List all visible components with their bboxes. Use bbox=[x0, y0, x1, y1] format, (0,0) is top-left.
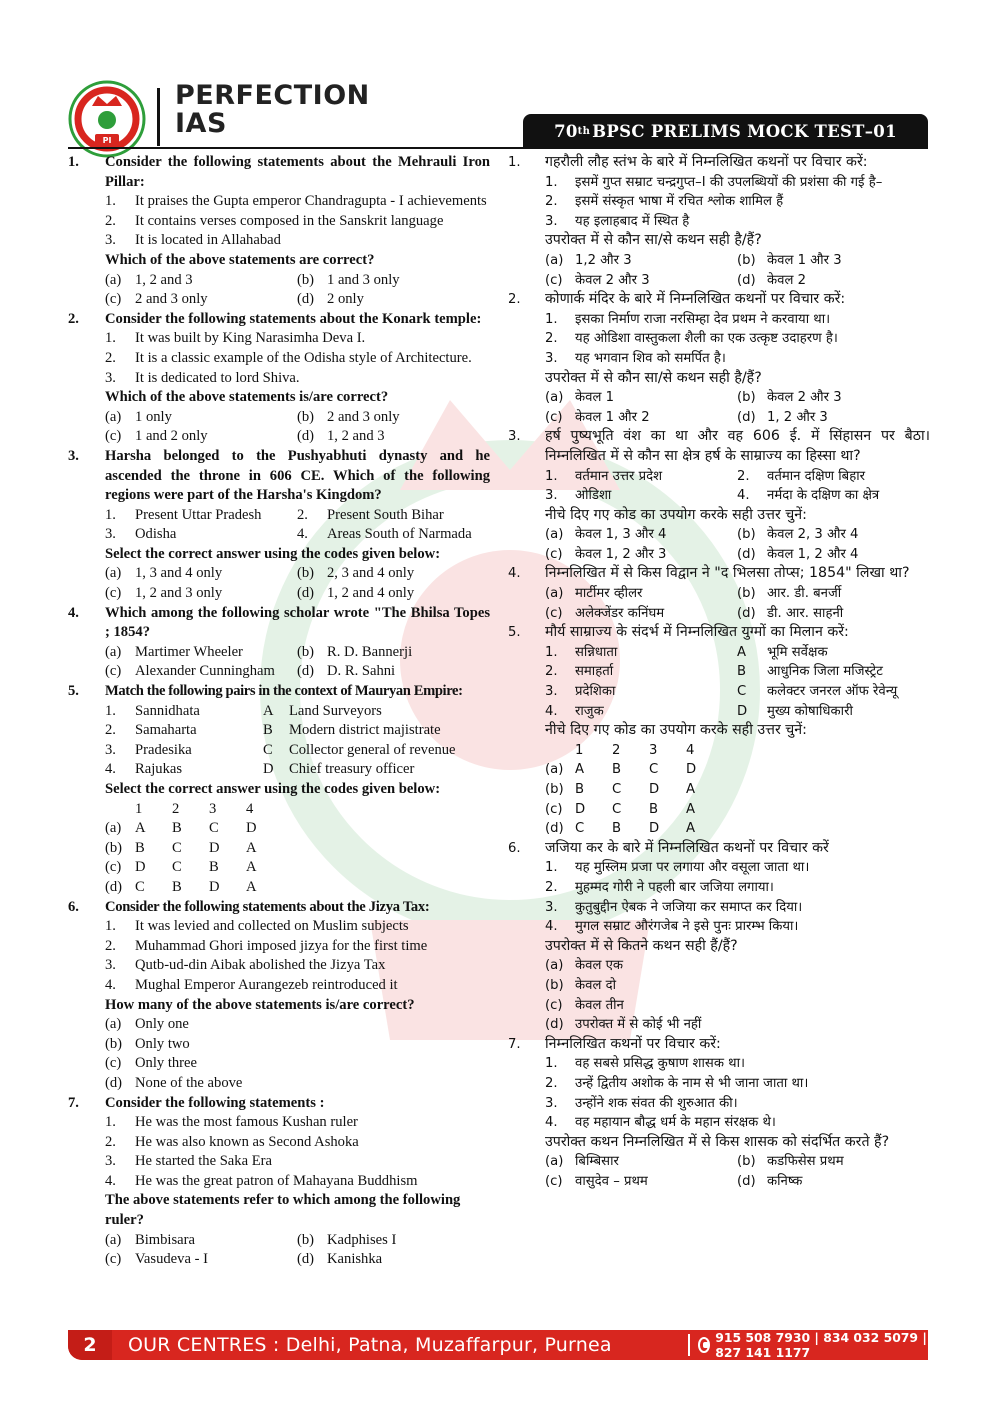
answer-codes: (a) A B C D (b) B C D A (c) D C B A (d) C B D A bbox=[545, 762, 697, 837]
contact-phones bbox=[698, 1330, 928, 1360]
question-3-hindi bbox=[508, 427, 930, 564]
region-items: 1. वर्तमान उत्तर प्रदेश 2. वर्तमान दक्षिण बिहार 3. ओडिशा 4. नर्मदा के दक्षिण का क्षेत्र bbox=[545, 468, 880, 504]
hindi-column bbox=[508, 153, 930, 1191]
question-text: निम्नलिखित में से किस विद्वान ने "द भिलसा तोप्स; 1854" लिखा था? bbox=[545, 565, 910, 582]
options bbox=[545, 251, 930, 290]
question-text: जजिया कर के बारे में निम्नलिखित कथनों पर विचार करें bbox=[545, 839, 829, 856]
options bbox=[545, 584, 930, 623]
option: (a) केवल 1, 3 और 4 bbox=[545, 527, 667, 543]
question-number: 7. bbox=[68, 1094, 79, 1111]
statement: 2. He was also known as Second Ashoka bbox=[105, 1133, 359, 1150]
option: (d) केवल 2 bbox=[737, 272, 806, 288]
question-text: Harsha belonged to the Pushyabhuti dynasty and he ascended the throne in 606 CE. Which of the following regions were part of the Harsha's Kingdom? bbox=[105, 447, 490, 504]
question-6-hindi bbox=[508, 839, 930, 1035]
statement: 1. He was the most famous Kushan ruler bbox=[105, 1114, 358, 1131]
question-7 bbox=[68, 1094, 490, 1270]
question-text: Match the following pairs in the context of Mauryan Empire: bbox=[105, 683, 463, 700]
question-prompt: The above statements refer to which among the following ruler? bbox=[105, 1192, 461, 1229]
statement: 3. कुतुबुद्दीन ऐबक ने जजिया कर समाप्त कर दिया। bbox=[545, 899, 803, 915]
brand-name: PERFECTION IAS bbox=[175, 80, 370, 139]
question-text: Which among the following scholar wrote "The Bhilsa Topes ; 1854? bbox=[105, 604, 490, 641]
question-text: निम्नलिखित कथनों पर विचार करें: bbox=[545, 1035, 721, 1052]
statement: 3. It is located in Allahabad bbox=[105, 232, 281, 249]
option: (c) 1 and 2 only bbox=[105, 428, 208, 445]
question-prompt: नीचे दिए गए कोड का उपयोग करके सही उत्तर चुनें: bbox=[545, 722, 807, 739]
statement: 3. He started the Saka Era bbox=[105, 1153, 272, 1170]
option: (c) केवल 2 और 3 bbox=[545, 272, 650, 288]
option: (d) Kanishka bbox=[297, 1251, 383, 1268]
option: (b) Kadphises I bbox=[297, 1231, 397, 1248]
statement: 3. यह इलाहबाद में स्थित है bbox=[545, 213, 690, 229]
phone-icon bbox=[698, 1337, 710, 1353]
option: (c) Only three bbox=[105, 1055, 198, 1072]
statement: 3. उन्होंने शक संवत की शुरुआत की। bbox=[545, 1095, 738, 1111]
statement: 1. वह सबसे प्रसिद्ध कुषाण शासक था। bbox=[545, 1056, 745, 1072]
statement: 3. Qutb-ud-din Aibak abolished the Jizya Tax bbox=[105, 957, 386, 974]
question-prompt: उपरोक्त में से कौन सा/से कथन सही है/हैं? bbox=[545, 232, 762, 249]
statement: 1. इसमें गुप्त सम्राट चन्द्रगुप्त–I की उपलब्धियों की प्रशंसा की गई है– bbox=[545, 174, 883, 190]
options bbox=[545, 525, 930, 564]
logo-initials: PI bbox=[102, 136, 112, 145]
question-prompt: उपरोक्त में से कौन सा/से कथन सही है/हैं? bbox=[545, 369, 762, 386]
statement: 2. It is a classic example of the Odisha style of Architecture. bbox=[105, 349, 472, 366]
option: (c) वासुदेव – प्रथम bbox=[545, 1173, 648, 1189]
option: (a) 1,2 और 3 bbox=[545, 252, 632, 268]
match-pairs: 1. सन्निधाता A भूमि सर्वेक्षक 2. समाहर्ता B आधुनिक जिला मजिस्ट्रेट 3. प्रदेशिका C कलेक्टर जनरल ऑफ रेवेन्यू 4. राजुक D मुख्य कोषाधिकारी bbox=[545, 644, 898, 719]
centres-text: OUR CENTRES : Delhi, Patna, Muzaffarpur, Purnea bbox=[128, 1334, 612, 1356]
question-prompt: नीचे दिए गए कोड का उपयोग करके सही उत्तर चुनें: bbox=[545, 506, 807, 523]
statement: 4. वह महायान बौद्ध धर्म के महान संरक्षक थे। bbox=[545, 1115, 776, 1131]
question-2-hindi bbox=[508, 290, 930, 427]
options bbox=[105, 408, 490, 447]
question-prompt: उपरोक्त कथन निम्नलिखित में से किस शासक को संदर्भित करते हैं? bbox=[545, 1133, 890, 1150]
options bbox=[105, 1015, 490, 1093]
options bbox=[545, 956, 930, 1034]
option: (b) 2 and 3 only bbox=[297, 408, 400, 425]
brand-divider bbox=[157, 88, 160, 146]
option: (b) केवल 1 और 3 bbox=[737, 252, 842, 268]
option: (a) 1, 3 and 4 only bbox=[105, 565, 223, 582]
option: (a) 1, 2 and 3 bbox=[105, 271, 193, 288]
answer-codes: (a) A B C D (b) B C D A (c) D C B A (d) C B D A bbox=[105, 820, 257, 895]
footer-divider bbox=[688, 1334, 690, 1356]
question-prompt: Which of the above statements is/are correct? bbox=[105, 389, 389, 406]
option: (c) Vasudeva - I bbox=[105, 1251, 208, 1268]
question-number: 3. bbox=[68, 447, 79, 464]
question-prompt: Which of the above statements are correct? bbox=[105, 251, 375, 268]
option: (b) कडफिसेस प्रथम bbox=[737, 1154, 844, 1170]
statement: 3. It is dedicated to lord Shiva. bbox=[105, 369, 300, 386]
header-rule bbox=[68, 147, 928, 149]
option: (b) केवल दो bbox=[545, 977, 617, 993]
option: (d) 1, 2 और 3 bbox=[737, 409, 828, 425]
question-text: गहरौली लौह स्तंभ के बारे में निम्नलिखित कथनों पर विचार करें: bbox=[545, 154, 868, 170]
option: (d) डी. आर. साहनी bbox=[737, 605, 844, 621]
option: (b) केवल 2 और 3 bbox=[737, 390, 842, 406]
question-number: 1. bbox=[68, 154, 79, 170]
option: (b) 1 and 3 only bbox=[297, 271, 400, 288]
region-items: 1. Present Uttar Pradesh 2. Present South Bihar 3. Odisha 4. Areas South of Narmada bbox=[105, 506, 472, 543]
option: (d) D. R. Sahni bbox=[297, 663, 396, 680]
question-text: मौर्य साम्राज्य के संदर्भ में निम्नलिखित युग्मों का मिलान करें: bbox=[545, 624, 849, 641]
question-2 bbox=[68, 310, 490, 447]
option: (a) Martimer Wheeler bbox=[105, 643, 243, 660]
question-number: 4. bbox=[68, 604, 79, 621]
question-prompt: उपरोक्त में से कितने कथन सही हैं/हैं? bbox=[545, 937, 738, 954]
option: (a) बिम्बिसार bbox=[545, 1154, 619, 1170]
option: (a) मार्टीमर व्हीलर bbox=[545, 586, 643, 602]
options bbox=[545, 388, 930, 427]
statement: 4. He was the great patron of Mahayana Buddhism bbox=[105, 1172, 418, 1189]
statement: 2. उन्हें द्वितीय अशोक के नाम से भी जाना जाता था। bbox=[545, 1075, 809, 1091]
option: (d) 1, 2 and 3 bbox=[297, 428, 385, 445]
option: (b) R. D. Bannerji bbox=[297, 643, 413, 660]
option: (a) केवल एक bbox=[545, 958, 624, 974]
question-prompt: Select the correct answer using the codes given below: bbox=[105, 545, 441, 562]
option: (c) Alexander Cunningham bbox=[105, 663, 275, 680]
question-text: कोणार्क मंदिर के बारे में निम्नलिखित कथनों पर विचार करें: bbox=[545, 291, 846, 308]
statement: 1. It praises the Gupta emperor Chandragupta - I achievements bbox=[105, 193, 487, 210]
statement: 1. It was levied and collected on Muslim subjects bbox=[105, 918, 409, 935]
option: (c) 1, 2 and 3 only bbox=[105, 585, 223, 602]
question-number: 2. bbox=[508, 292, 521, 308]
option: (d) केवल 1, 2 और 4 bbox=[737, 546, 859, 562]
option: (a) केवल 1 bbox=[545, 390, 614, 406]
question-number: 6. bbox=[68, 898, 79, 915]
option: (d) 2 only bbox=[297, 291, 364, 308]
option: (a) Only one bbox=[105, 1016, 189, 1033]
option: (b) केवल 2, 3 और 4 bbox=[737, 527, 859, 543]
question-number: 2. bbox=[68, 310, 79, 327]
question-number: 3. bbox=[508, 429, 521, 445]
option: (b) Only two bbox=[105, 1035, 190, 1052]
option: (d) कनिष्क bbox=[737, 1173, 803, 1189]
statement: 1. It was built by King Narasimha Deva I. bbox=[105, 330, 366, 347]
question-prompt: Select the correct answer using the codes given below: bbox=[105, 781, 441, 797]
statement: 2. It contains verses composed in the Sanskrit language bbox=[105, 212, 444, 229]
question-text: Consider the following statements : bbox=[105, 1094, 325, 1111]
question-number: 5. bbox=[68, 683, 79, 700]
english-column bbox=[68, 153, 490, 1270]
statement: 2. मुहम्मद गोरी ने पहली बार जजिया लगाया। bbox=[545, 879, 774, 895]
question-1 bbox=[68, 153, 490, 310]
statement: 1. यह मुस्लिम प्रजा पर लगाया और वसूला जाता था। bbox=[545, 860, 810, 876]
question-4 bbox=[68, 604, 490, 682]
question-text: Consider the following statements about the Jizya Tax: bbox=[105, 898, 430, 915]
statement: 2. इसमें संस्कृत भाषा में रचित श्लोक शामिल हैं bbox=[545, 194, 784, 210]
question-number: 1. bbox=[508, 155, 521, 170]
options bbox=[105, 564, 490, 603]
question-6 bbox=[68, 898, 490, 1094]
option: (c) केवल तीन bbox=[545, 997, 624, 1013]
option: (d) 1, 2 and 4 only bbox=[297, 585, 415, 602]
option: (d) None of the above bbox=[105, 1074, 243, 1091]
codes-header: 1 2 3 4 bbox=[135, 800, 254, 817]
question-7-hindi bbox=[508, 1035, 930, 1192]
question-text: Consider the following statements about the Mehrauli Iron Pillar: bbox=[105, 154, 490, 190]
phone-numbers: 915 508 7930 | 834 032 5079 | 827 141 1177 bbox=[715, 1330, 927, 1360]
statement: 3. यह भगवान शिव को समर्पित है। bbox=[545, 350, 726, 366]
codes-header: 1 2 3 4 bbox=[575, 742, 695, 758]
statement: 1. इसका निर्माण राजा नरसिम्हा देव प्रथम ने करवाया था। bbox=[545, 311, 831, 327]
statement: 2. Muhammad Ghori imposed jizya for the first time bbox=[105, 937, 428, 954]
option: (c) केवल 1, 2 और 3 bbox=[545, 546, 667, 562]
question-5-hindi bbox=[508, 623, 930, 839]
option: (b) आर. डी. बनर्जी bbox=[737, 586, 842, 602]
option: (c) अलेक्जेंडर कनिंघम bbox=[545, 605, 665, 621]
options bbox=[545, 1152, 930, 1191]
option: (c) केवल 1 और 2 bbox=[545, 409, 650, 425]
options bbox=[105, 271, 490, 310]
question-3 bbox=[68, 447, 490, 604]
options bbox=[105, 643, 490, 682]
match-pairs: 1. Sannidhata A Land Surveyors 2. Samaharta B Modern district majistrate 3. Pradesika C Collector general of revenue 4. Rajukas D Chief treasury officer bbox=[105, 702, 456, 778]
option: (d) उपरोक्त में से कोई भी नहीं bbox=[545, 1017, 702, 1033]
footer-bar bbox=[68, 1330, 928, 1360]
question-number: 5. bbox=[508, 625, 521, 641]
question-prompt: How many of the above statements is/are correct? bbox=[105, 996, 415, 1013]
page-number: 2 bbox=[68, 1330, 112, 1360]
option: (b) 2, 3 and 4 only bbox=[297, 565, 415, 582]
question-text: हर्ष पुष्यभूति वंश का था और वह 606 ई. में सिंहासन पर बैठा। निम्नलिखित में से कौन सा क्षेत्र हर्ष के साम्राज्य का हिस्सा था? bbox=[545, 428, 930, 464]
statement: 4. Mughal Emperor Aurangezeb reintroduced it bbox=[105, 976, 398, 993]
option: (a) Bimbisara bbox=[105, 1231, 195, 1248]
option: (a) 1 only bbox=[105, 408, 172, 425]
question-text: Consider the following statements about the Konark temple: bbox=[105, 310, 482, 327]
question-number: 6. bbox=[508, 840, 521, 856]
question-4-hindi bbox=[508, 564, 930, 623]
test-title: 70 th BPSC PRELIMS MOCK TEST–01 bbox=[523, 114, 928, 148]
question-5 bbox=[68, 682, 490, 898]
question-1-hindi bbox=[508, 153, 930, 290]
question-number: 7. bbox=[508, 1036, 521, 1052]
options bbox=[105, 1231, 490, 1270]
option: (c) 2 and 3 only bbox=[105, 291, 208, 308]
question-number: 4. bbox=[508, 566, 521, 582]
statement: 2. यह ओडिशा वास्तुकला शैली का एक उत्कृष्ट उदाहरण है। bbox=[545, 331, 838, 347]
statement: 4. मुगल सम्राट औरंगजेब ने इसे पुनः प्रारम्भ किया। bbox=[545, 919, 799, 935]
